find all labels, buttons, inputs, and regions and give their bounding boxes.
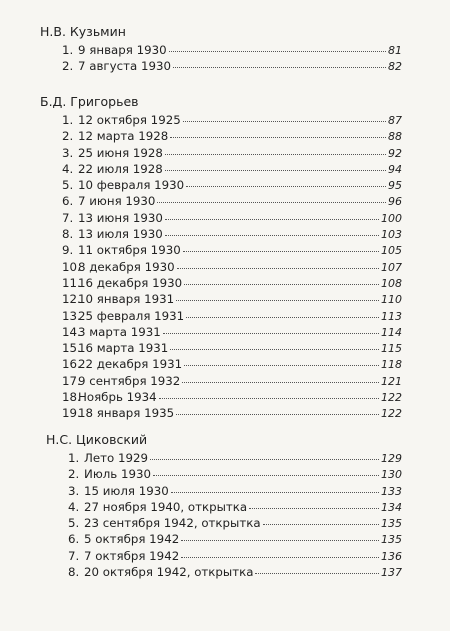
toc-section-kuzmin <box>40 24 402 75</box>
entry-number: 2. <box>62 129 74 144</box>
entry-page-number: 105 <box>381 244 402 258</box>
entry-number: 1. <box>68 451 80 465</box>
entry-label: 27 ноября 1940, открытка <box>84 499 248 514</box>
entry-label: 10 февраля 1930 <box>78 178 185 193</box>
entry-number: 13. <box>62 308 81 323</box>
entry-page-number: 121 <box>381 374 402 388</box>
entry-page-number: 118 <box>381 358 402 372</box>
toc-entry <box>40 210 402 226</box>
dot-leader <box>184 364 379 366</box>
entry-number: 7. <box>62 210 74 225</box>
dot-leader <box>182 381 379 383</box>
entry-label: 25 июня 1928 <box>78 145 163 160</box>
dot-leader <box>183 250 379 252</box>
entry-number: 5. <box>62 178 74 193</box>
section-title: Б.Д. Григорьев <box>40 94 139 109</box>
entry-number: 15. <box>62 341 81 356</box>
toc-entry <box>40 356 402 372</box>
entry-number: 6. <box>68 532 80 547</box>
entry-label: 23 сентября 1942, открытка <box>84 516 261 531</box>
entry-number: 9. <box>62 243 74 258</box>
entry-page-number: 115 <box>381 342 402 356</box>
dot-leader <box>159 397 379 399</box>
entry-label: 18 января 1935 <box>78 406 175 421</box>
toc-entry <box>40 128 402 144</box>
entry-page-number: 114 <box>381 325 402 339</box>
entry-page-number: 107 <box>381 260 402 274</box>
dot-leader <box>176 299 379 301</box>
entry-page-number: 122 <box>381 391 402 405</box>
dot-leader <box>263 523 379 525</box>
entry-label: 9 сентября 1932 <box>78 373 181 388</box>
dot-leader <box>186 185 386 187</box>
toc-entry <box>40 373 402 389</box>
dot-leader <box>150 458 379 460</box>
entry-number: 16. <box>62 357 81 372</box>
dot-leader <box>173 66 386 68</box>
entry-number: 14. <box>62 324 81 339</box>
entry-label: 25 февраля 1931 <box>78 308 185 323</box>
dot-leader <box>171 491 379 493</box>
dot-leader <box>186 316 379 318</box>
entry-page-number: 129 <box>381 452 402 465</box>
dot-leader <box>177 267 379 269</box>
entry-page-number: 100 <box>381 211 402 225</box>
entry-number: 12. <box>62 292 81 307</box>
entry-number: 8. <box>62 227 74 242</box>
toc-entry <box>40 548 402 564</box>
toc-entry <box>40 226 402 242</box>
entry-page-number: 134 <box>381 500 402 514</box>
dot-leader <box>169 50 386 52</box>
entry-label: 22 декабря 1931 <box>78 357 183 372</box>
entry-page-number: 133 <box>381 484 402 498</box>
entry-page-number: 135 <box>381 533 402 547</box>
entry-page-number: 136 <box>381 549 402 563</box>
toc-entry <box>40 499 402 515</box>
toc-entry <box>40 324 402 340</box>
entry-label: Июль 1930 <box>84 467 152 482</box>
toc-entry <box>40 515 402 531</box>
entry-number: 11. <box>62 275 81 290</box>
entry-number: 17. <box>62 373 81 388</box>
dot-leader <box>165 153 386 155</box>
toc-entry <box>40 275 402 291</box>
entry-page-number: 108 <box>381 276 402 290</box>
toc-entry <box>40 42 402 58</box>
entry-number: 2. <box>62 59 74 74</box>
entry-page-number: 135 <box>381 517 402 531</box>
entry-label: 13 июня 1930 <box>78 210 163 225</box>
entry-label: 7 августа 1930 <box>78 59 171 74</box>
entry-label: 5 октября 1942 <box>84 532 180 547</box>
dot-leader <box>165 169 386 171</box>
toc-entry <box>40 405 402 421</box>
entry-page-number: 122 <box>381 407 402 421</box>
dot-leader <box>181 556 379 558</box>
dot-leader <box>163 332 379 334</box>
section-title: Н.В. Кузьмин <box>40 24 126 39</box>
entry-number: 7. <box>68 548 80 563</box>
entry-page-number: 92 <box>388 146 402 160</box>
entry-page-number: 94 <box>388 162 402 176</box>
entry-label: 15 июля 1930 <box>84 483 169 498</box>
dot-leader <box>157 201 386 203</box>
entry-number: 8. <box>68 565 80 580</box>
entry-label: 11 октября 1930 <box>78 243 181 258</box>
entry-label: 7 октября 1942 <box>84 548 180 563</box>
toc-entry <box>40 161 402 177</box>
entry-page-number: 103 <box>381 228 402 242</box>
entry-number: 3. <box>62 145 74 160</box>
toc-entry <box>40 308 402 324</box>
entry-page-number: 81 <box>388 44 402 57</box>
toc-entry <box>40 193 402 209</box>
entry-label: 12 марта 1928 <box>78 129 169 144</box>
toc-entry <box>40 389 402 405</box>
toc-entry <box>40 291 402 307</box>
entry-number: 10. <box>62 259 81 274</box>
toc-entry <box>40 259 402 275</box>
entry-label: 10 января 1931 <box>78 292 175 307</box>
entry-label: 16 марта 1931 <box>78 341 169 356</box>
entry-label: 9 января 1930 <box>78 43 167 57</box>
dot-leader <box>249 507 379 509</box>
entry-label: 8 декабря 1930 <box>78 259 175 274</box>
section-title: Н.С. Циковский <box>46 432 148 447</box>
toc-entry <box>40 58 402 74</box>
dot-leader <box>170 348 379 350</box>
entry-number: 19. <box>62 406 81 421</box>
toc-entry <box>40 466 402 482</box>
dot-leader <box>255 572 379 574</box>
entry-page-number: 96 <box>388 195 402 209</box>
toc-entry <box>40 177 402 193</box>
dot-leader <box>165 234 379 236</box>
entry-number: 4. <box>62 161 74 176</box>
toc-entry <box>40 112 402 128</box>
entry-page-number: 88 <box>388 130 402 144</box>
dot-leader <box>181 539 379 541</box>
entry-label: 7 июня 1930 <box>78 194 156 209</box>
entry-page-number: 130 <box>381 468 402 482</box>
toc-entry <box>40 450 402 466</box>
entry-number: 5. <box>68 516 80 531</box>
entry-page-number: 113 <box>381 309 402 323</box>
toc-section-tsikovsky <box>40 432 402 580</box>
dot-leader <box>170 136 386 138</box>
entry-label: Лето 1929 <box>84 451 148 465</box>
entry-page-number: 87 <box>388 114 402 127</box>
entry-page-number: 137 <box>381 566 402 580</box>
entry-label: 13 июля 1930 <box>78 227 163 242</box>
toc-entry <box>40 340 402 356</box>
entry-number: 6. <box>62 194 74 209</box>
entry-number: 2. <box>68 467 80 482</box>
entry-number: 4. <box>68 499 80 514</box>
dot-leader <box>183 120 386 122</box>
dot-leader <box>176 413 379 415</box>
toc-entry <box>40 242 402 258</box>
entry-label: 12 октября 1925 <box>78 113 181 127</box>
entry-number: 3. <box>68 483 80 498</box>
entry-page-number: 95 <box>388 179 402 193</box>
entry-page-number: 110 <box>381 293 402 307</box>
entry-page-number: 82 <box>388 60 402 74</box>
entry-label: 3 марта 1931 <box>78 324 161 339</box>
entry-label: 20 октября 1942, открытка <box>84 565 254 580</box>
dot-leader <box>153 474 379 476</box>
entry-number: 18. <box>62 390 81 405</box>
entry-label: Ноябрь 1934 <box>78 390 157 405</box>
toc-entry <box>40 145 402 161</box>
entry-number: 1. <box>62 113 74 127</box>
entry-label: 22 июля 1928 <box>78 161 163 176</box>
dot-leader <box>165 218 379 220</box>
dot-leader <box>184 283 379 285</box>
toc-section-grigoriev <box>40 94 402 422</box>
toc-entry <box>40 564 402 580</box>
toc-entry <box>40 483 402 499</box>
entry-label: 16 декабря 1930 <box>78 275 183 290</box>
toc-entry <box>40 531 402 547</box>
entry-number: 1. <box>62 43 74 57</box>
